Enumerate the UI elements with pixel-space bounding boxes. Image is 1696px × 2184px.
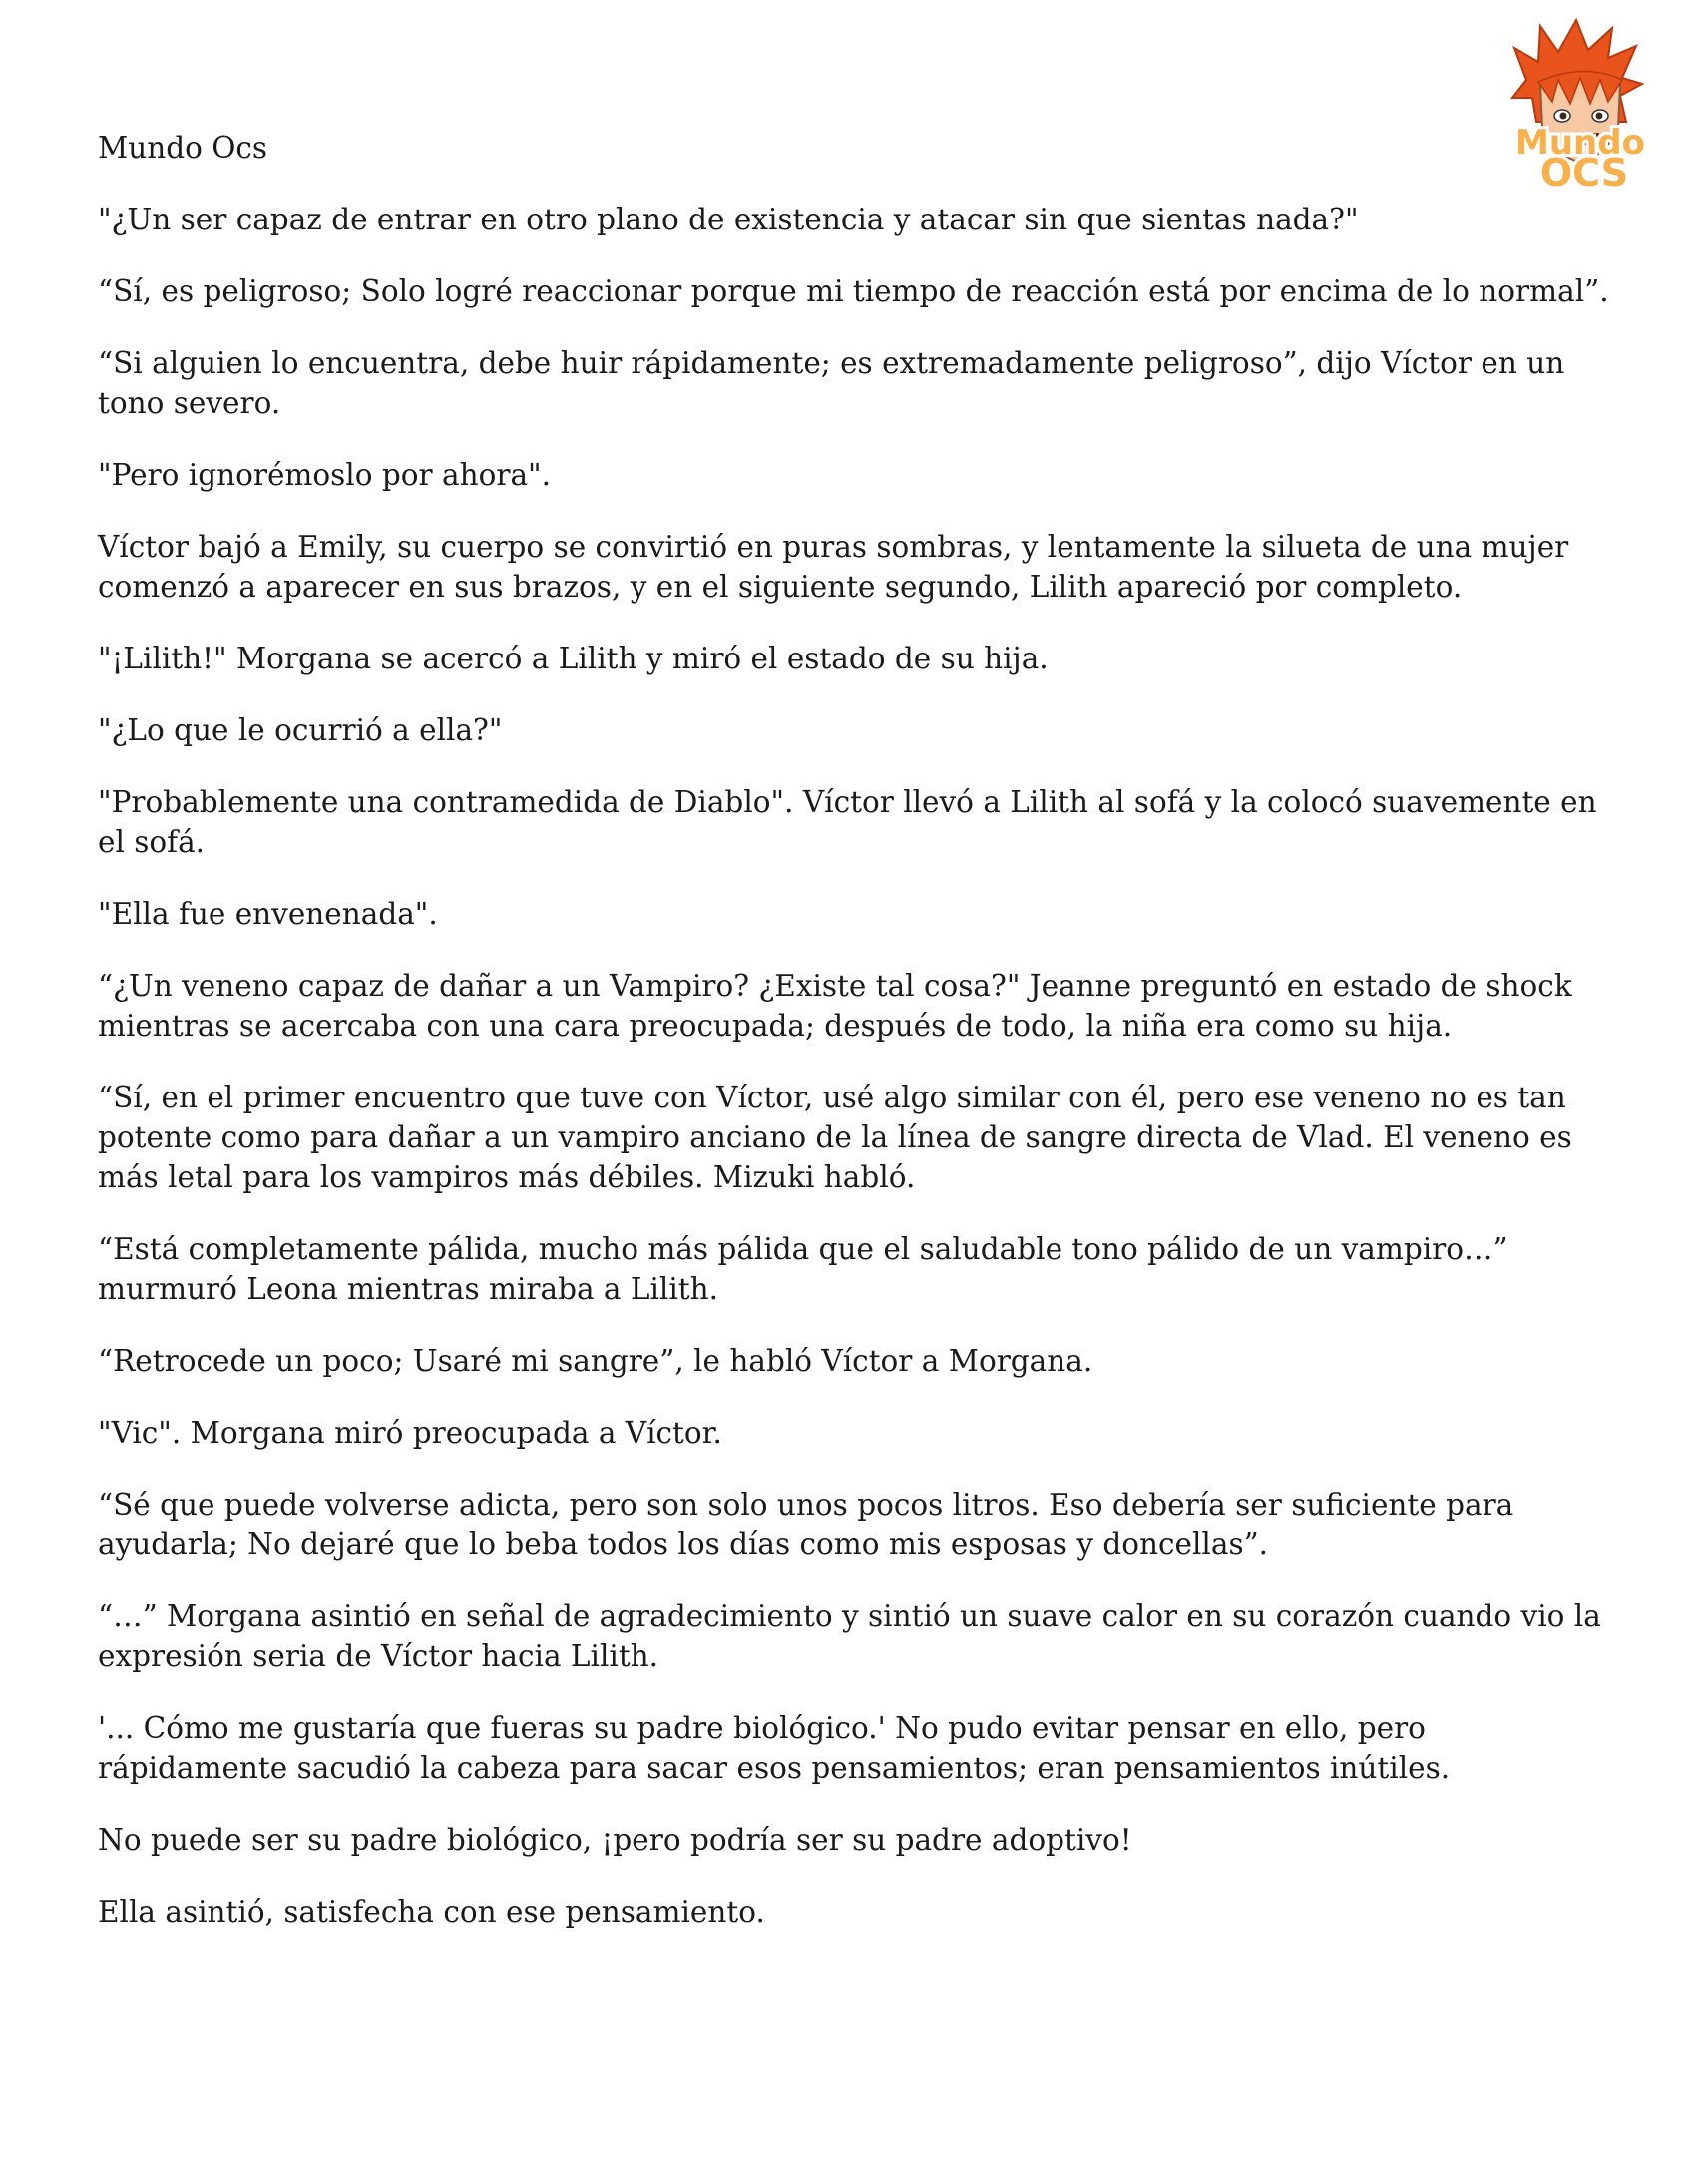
paragraph: "¿Un ser capaz de entrar en otro plano de existencia y atacar sin que sientas nada?"	[98, 203, 1359, 236]
paragraph: “Sí, es peligroso; Solo logré reaccionar porque mi tiempo de reacción está por encima de lo normal”.	[98, 274, 1609, 308]
logo-text-ocs: OCS	[1539, 151, 1629, 190]
logo-text-mundo: Mundo	[1515, 123, 1645, 163]
paragraph: "¿Lo que le ocurrió a ella?"	[98, 713, 503, 747]
paragraph: '... Cómo me gustaría que fueras su padre biológico.' No pudo evitar pensar en ello, pero rápidamente sacudió la cabeza para sacar esos pensamientos; eran pensamientos inútiles.	[98, 1711, 1451, 1785]
paragraph: "Ella fue envenenada".	[98, 897, 438, 931]
paragraph: Víctor bajó a Emily, su cuerpo se convirtió en puras sombras, y lentamente la silueta de una mujer comenzó a aparecer en sus brazos, y en el siguiente segundo, Lilith apareció por completo.	[98, 530, 1569, 604]
paragraph: No puede ser su padre biológico, ¡pero podría ser su padre adoptivo!	[98, 1823, 1132, 1857]
paragraph: “Retrocede un poco; Usaré mi sangre”, le habló Víctor a Morgana.	[98, 1344, 1093, 1378]
paragraph: "¡Lilith!" Morgana se acercó a Lilith y miró el estado de su hija.	[98, 642, 1049, 675]
document-body	[98, 128, 1624, 1964]
paragraph: “Sí, en el primer encuentro que tuve con Víctor, usé algo similar con él, pero ese veneno no es tan potente como para dañar a un vampiro anciano de la línea de sangre directa de Vlad. El veneno es más letal para los vampiros más débiles. Mizuki habló.	[98, 1081, 1572, 1194]
paragraph: “Sé que puede volverse adicta, pero son solo unos pocos litros. Eso debería ser suficiente para ayudarla; No dejaré que lo beba todos los días como mis esposas y doncellas”.	[98, 1488, 1514, 1561]
paragraph: “Si alguien lo encuentra, debe huir rápidamente; es extremadamente peligroso”, dijo Víctor en un tono severo.	[98, 346, 1565, 420]
document-header: Mundo Ocs	[98, 131, 268, 165]
paragraph: "Pero ignorémoslo por ahora".	[98, 458, 551, 492]
paragraph: "Probablemente una contramedida de Diablo". Víctor llevó a Lilith al sofá y la colocó suavemente en el sofá.	[98, 785, 1597, 859]
paragraph: “¿Un veneno capaz de dañar a un Vampiro? ¿Existe tal cosa?" Jeanne preguntó en estado de shock mientras se acercaba con una cara preocupada; después de todo, la niña era como su hija.	[98, 969, 1572, 1043]
paragraph: “…” Morgana asintió en señal de agradecimiento y sintió un suave calor en su corazón cuando vio la expresión seria de Víctor hacia Lilith.	[98, 1599, 1601, 1673]
paragraph: Ella asintió, satisfecha con ese pensamiento.	[98, 1895, 765, 1929]
paragraph: "Vic". Morgana miró preocupada a Víctor.	[98, 1416, 722, 1450]
paragraph: “Está completamente pálida, mucho más pálida que el saludable tono pálido de un vampiro…” murmuró Leona mientras miraba a Lilith.	[98, 1232, 1508, 1306]
